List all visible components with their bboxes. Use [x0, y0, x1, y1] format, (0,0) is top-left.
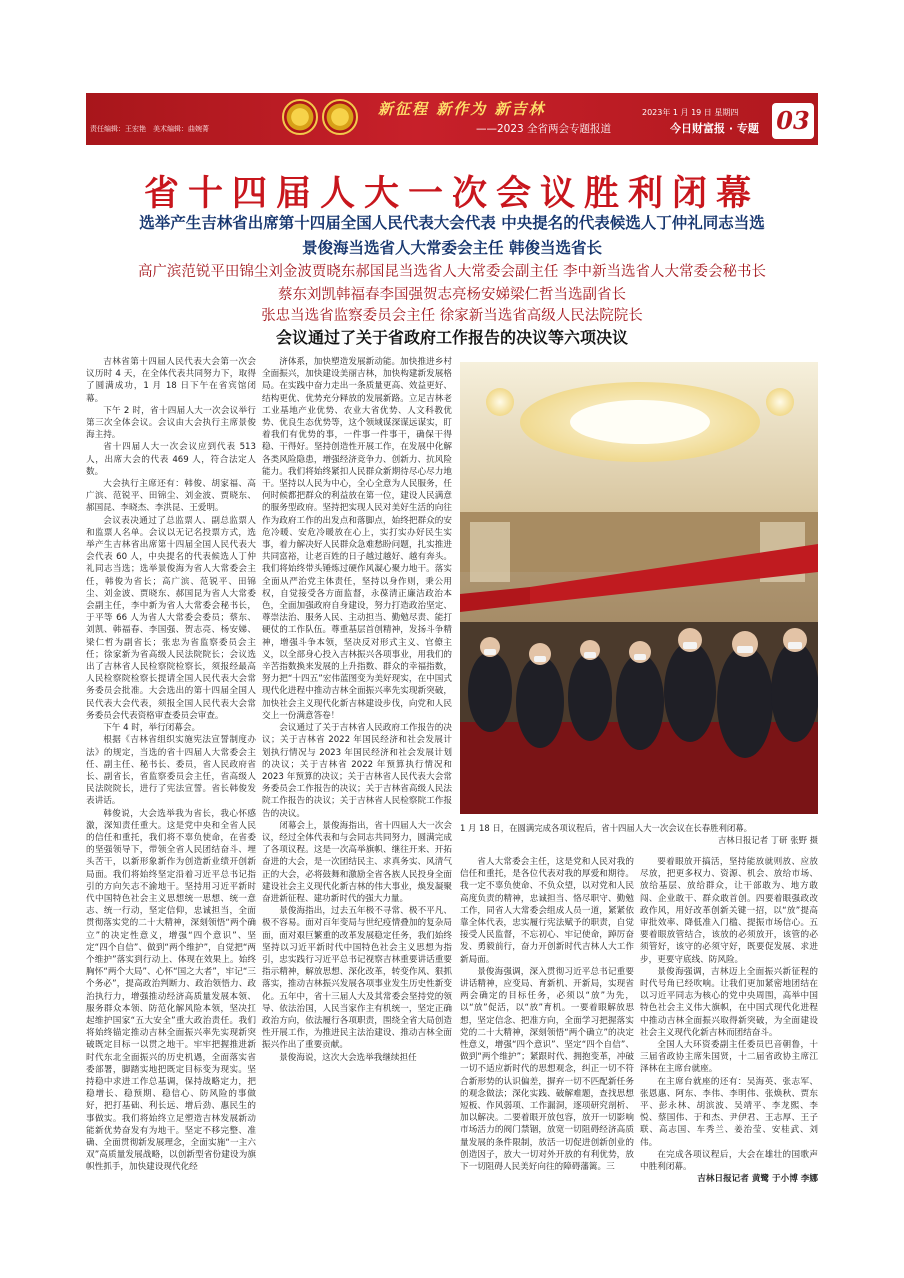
deck-line-1: 选举产生吉林省出席第十四届全国人民代表大会代表 中央提名的代表候选人丁仲礼同志当选	[139, 214, 765, 232]
deck-line-5: 张忠当选省监察委员会主任 徐家新当选省高级人民法院院长	[261, 308, 643, 324]
deck-line-3: 高广滨范锐平田锦尘刘金波贾晓东郝国昆当选省人大常委会副主任 李中新当选省人大常委会秘书长	[137, 264, 767, 280]
section-slogan: 新征程 新作为 新吉林	[378, 100, 546, 118]
article-byline: 吉林日报记者 黄鹭 于小博 李娜	[697, 1174, 818, 1185]
paragraph: 大会执行主席还有：韩俊、胡家福、高广滨、范锐平、田锦尘、刘金波、贾晓东、郝国昆、李晓杰、李洪昆、王爱明。	[86, 479, 256, 514]
header-banner	[86, 93, 818, 145]
meeting-photo	[460, 362, 818, 814]
paragraph: 景俊海强调，深入贯彻习近平总书记重要讲话精神，应变局、育新机、开新局，实现省两会确定的目标任务，必须以“放”为先，以“放”促活，以“放”育机。一要着眼解放思想，坚定信念、把准方向，全面学习把握落实党的二十大精神，深刻领悟“两个确立”的决定性意义，增强“四个意识”、坚定“四个自信”、做到“两个维护”；紧跟时代、拥抱变革，冲破一切不适应新时代的思想观念，纠正一切不符合新形势的认识偏差，摒弃一切不匹配新任务的观念做法；深化实践、破解难题，查找思想短板、作风弱项、工作漏洞，逐项研究剖析、加以解决。二要着眼开放包容，放开一切影响市场活力的阀门禁锢，放宽一切阻碍经济高质量发展的条件限制，放活一切促进创新创业的创造因子，放大一切对外开放的有利优势，放下一切阻碍人民美好向往的障碍藩篱。三	[460, 966, 634, 1173]
paragraph: 要着眼放开搞活，坚持能放就则放、应放尽放，把更多权力、资源、机会、放给市场、放给基层、放给群众，让干部敢为、地方敢闯、企业敢干、群众敢首创。四要着眼强政改政作风，用好改革创新关键一招，以“放”提高审批效率、降低准入门槛、提振市场信心。五要着眼放管结合，该放的必须放开，该管的必须管好，该守的必须守好，既要促发展、求进步，更要守底线、防风险。	[640, 857, 818, 965]
paragraph: 景俊海说，这次大会选举我继续担任	[279, 1052, 417, 1063]
photo-credit: 吉林日报记者 丁研 张野 摄	[717, 835, 818, 845]
page-number-box	[772, 103, 814, 139]
paragraph: 会议表决通过了总监票人、副总监票人和监票人名单。会议以无记名投票方式，选举产生吉林省出席第十四届全国人民代表大会代表 60 人，中央提名的代表候选人丁仲礼同志当选；选举景俊海为省人大常委会主任，韩俊为省长；高广滨、范锐平、田锦尘、刘金波、贾晓东、郝国昆为省人大常委会副主任，李中新为省人大常委会秘书长，于平等 66 人为省人大常委会委员；蔡东、刘凯、韩福春、李国强、贺志亮、杨安娣、梁仁哲为副省长；张忠为省监察委员会主任；徐家新为省高级人民法院院长；会议选出了吉林省人民检察院检察长，须报经最高人民检察院检察长提请全国人民代表大会常务委员会批准。大会选出的第十四届全国人民代表大会代表，须报全国人民代表大会常务委员会代表资格审查委员会审查。	[86, 515, 256, 721]
main-headline: 省十四届人大一次会议胜利闭幕	[143, 174, 760, 214]
deck-line-4: 蔡东刘凯韩福春李国强贺志亮杨安娣梁仁哲当选副省长	[278, 287, 626, 303]
cppcc-emblem-icon	[322, 99, 358, 135]
article-column-4	[640, 856, 818, 1236]
photo-caption	[460, 822, 818, 846]
national-emblem-icon	[282, 99, 318, 135]
caption-text: 1 月 18 日，在圆满完成各项议程后，省十四届人大一次会议在长春胜利闭幕。	[460, 823, 752, 833]
meeting-hall-illustration	[460, 362, 818, 814]
issue-date: 2023年 1 月 19 日 星期四	[642, 108, 739, 117]
paragraph: 会议通过了关于吉林省人民政府工作报告的决议；关于吉林省 2022 年国民经济和社会发展计划执行情况与 2023 年国民经济和社会发展计划的决议；关于吉林省 2022 年预算执行情况和 2023 年预算的决议；关于吉林省人民代表大会常务委员会工作报告的决议；关于吉林省高级人民法院工作报告的决议；关于吉林省人民检察院工作报告的决议。	[262, 723, 452, 819]
paragraph: 省十四届人大一次会议应到代表 513 人，出席大会的代表 469 人，符合法定人数。	[86, 442, 256, 477]
edition-label: 今日财富报 · 专题	[670, 122, 759, 135]
deck-line-2: 景俊海当选省人大常委会主任 韩俊当选省长	[302, 239, 602, 257]
paragraph: 景俊海指出，过去五年极不寻常、极不平凡、极不容易。面对百年变局与世纪疫情叠加的复杂局面，面对艰巨繁重的改革发展稳定任务，我们始终坚持以习近平新时代中国特色社会主义思想为指引，忠实践行习近平总书记视察吉林重要讲话重要指示精神，解放思想、深化改革，转变作风、狠抓落实，推动吉林振兴发展各项事业发生历史性新变化。五年中，省十三届人大及其常委会坚持党的领导、依法治国，人民当家作主有机统一，坚定正确政治方向，依法履行各项职责，围绕全省大局创造性开展工作，为推进民主法治建设、推动吉林全面振兴作出了重要贡献。	[262, 906, 452, 1051]
paragraph: 下午 2 时，省十四届人大一次会议举行第三次全体会议。会议由大会执行主席景俊海主持。	[86, 405, 256, 441]
paragraph: 在主席台就座的还有：吴海英、张志军、张恩惠、阿东、李伟、李明伟、张焕秋、贾东平、彭永林、胡滨波、吴靖平、李龙熙、李悦、蔡国伟、于和杰、尹伊君、王志厚、王子联、高志国、车秀兰、姜治莹、安桂武、刘伟。	[640, 1076, 818, 1148]
paragraph: 在完成各项议程后，大会在雄壮的国歌声中胜利闭幕。	[640, 1149, 818, 1173]
paragraph: 根据《吉林省组织实施宪法宣誓制度办法》的规定，当选的省十四届人大常委会主任、副主任、秘书长、委员，省人民政府省长、副省长，省监察委员会主任，省高级人民法院院长，进行了宪法宣誓。省长韩俊发表讲话。	[86, 735, 256, 807]
paragraph: 省人大常委会主任，这是党和人民对我的信任和重托，是各位代表对我的厚爱和期待。我一定不辜负使命、不负众望，以对党和人民高度负责的精神，忠诚担当、恪尽职守、勤勉工作，同省人大常委会组成人员一道，紧紧依靠全体代表，忠实履行宪法赋予的职责，自觉接受人民监督，不忘初心、牢记使命，踔厉奋发、勇毅前行，奋力开创新时代吉林人大工作新局面。	[460, 857, 634, 965]
article-column-3	[460, 856, 634, 1236]
article-column-2	[262, 356, 452, 1236]
paragraph: 下午 4 时，举行闭幕会。	[103, 723, 201, 734]
article-column-1	[86, 356, 256, 1236]
section-subslogan: ——2023 全省两会专题报道	[476, 123, 612, 135]
editor-credits: 责任编辑：王宏艳 美术编辑：曲婉菁	[90, 125, 209, 133]
deck-line-6: 会议通过了关于省政府工作报告的决议等六项决议	[275, 328, 628, 347]
page-number: 03	[776, 106, 810, 135]
paragraph: 韩俊说，大会选举我为省长，我心怀感激，深知责任重大。这是党中央和全省人民的信任和重托，我们将不辜负使命，在省委的坚强领导下，带领全省人民团结奋斗、埋头苦干，以新形象新作为创造新业绩开创新局面。我们将始终坚定沿着习近平总书记指引的方向矢志不渝地干。坚持用习近平新时代中国特色社会主义思想统一思想、统一意志、统一行动，坚定信仰，忠诚担当，全面贯彻落实党的二十大精神，深刻领悟“两个确立”的决定性意义，增强“四个意识”、坚定“四个自信”、做到“两个维护”，自觉把“两个维护”落实到行动上、体现在效果上。始终胸怀“两个大局”、心怀“国之大者”，牢记“三个务必”，提高政治判断力、政治领悟力、政治执行力，增强推动经济高质量发展本领、服务群众本领、防范化解风险本领，坚决扛起维护国家“五大安全”重大政治责任。我们将始终锚定推动吉林全面振兴率先实现新突破既定目标一以贯之地干。牢牢把握推进新时代东北全面振兴的历史机遇，全面落实省委部署，脚踏实地把既定目标变为现实。坚持稳中求进工作总基调，保持战略定力，把稳增长、稳预期、稳信心、防风险的事做好，把打基础、利长远、增后劲、惠民生的事做实。我们将始终立足塑造吉林发展新动能新优势奋发有为地干。坚定不移完整、准确、全面贯彻新发展理念，全面实施“一主六双”高质量发展战略，以创新型省份建设为旗帜性抓手，加快建设现代化经	[86, 808, 256, 1173]
paragraph: 吉林省第十四届人民代表大会第一次会议历时 4 天，在全体代表共同努力下，取得了圆满成功，1 月 18 日下午在省宾馆闭幕。	[86, 357, 256, 404]
paragraph: 全国人大环资委副主任委员巴音朝鲁，十三届省政协主席朱国贤，十二届省政协主席江泽林在主席台就座。	[640, 1040, 818, 1075]
paragraph: 济体系，加快塑造发展新动能。加快推进乡村全面振兴，加快建设美丽吉林，加快构建新发展格局。在实践中奋力走出一条质量更高、效益更好、结构更优、优势充分释放的发展新路。立足吉林老工业基地产业优势、农业大省优势、人文科教优势、优良生态优势等，这个领域谋深谋远谋实，盯着我们有优势的事，一件事一件事干，确保干得稳、干得好。坚持创造性开展工作，在发展中化解各类风险隐患，增强经济竞争力、创新力、抗风险能力。我们将始终紧扣人民群众新期待尽心尽力地干。坚持以人民为中心，全心全意为人民服务，任何时候都把群众的利益放在第一位，建设人民满意的服务型政府。坚持把实现人民对美好生活的向往作为政府工作的出发点和落脚点，始终把群众的安危冷暖、安危冷暖放在心上，实打实办好民生实事，着力解决好人民群众急难愁盼问题，扎实推进共同富裕，让老百姓的日子越过越好、越有奔头。我们将始终带头锤炼过硬作风凝心聚力地干。落实全面从严治党主体责任，坚持以身作则，秉公用权，自觉接受各方面监督，永葆清正廉洁政治本色，全面加强政府自身建设，努力打造政治坚定、尊崇法治、服务人民、主动担当、勤勉尽责、能打硬仗的工作队伍。尊重基层首创精神，发扬斗争精神，增强斗争本领，坚决反对形式主义、官僚主义，以全部身心投入吉林振兴各项事业，用我们的辛苦指数换来发展的上升指数、群众的幸福指数，努力把“十四五”宏伟蓝图变为美好现实，在中国式现代化进程中推动吉林全面振兴率先实现新突破，加快社会主义现代化新吉林建设步伐，向党和人民交上一份满意答卷！	[262, 357, 452, 721]
paragraph: 景俊海强调，吉林迈上全面振兴新征程的时代号角已经吹响。让我们更加紧密地团结在以习近平同志为核心的党中央周围，高举中国特色社会主义伟大旗帜，在中国式现代化进程中推动吉林全面振兴取得新突破，为全面建设社会主义现代化新吉林而团结奋斗。	[640, 966, 818, 1038]
paragraph: 闭幕会上，景俊海指出，省十四届人大一次会议，经过全体代表和与会同志共同努力，圆满完成了各项议程。这是一次高举旗帜、继往开来、开拓奋进的大会，是一次团结民主、求真务实、风清气正的大会，必将鼓舞和激励全省各族人民投身全面建设社会主义现代化新吉林的伟大事业，焕发凝聚奋进新征程、建功新时代的强大力量。	[262, 820, 452, 904]
